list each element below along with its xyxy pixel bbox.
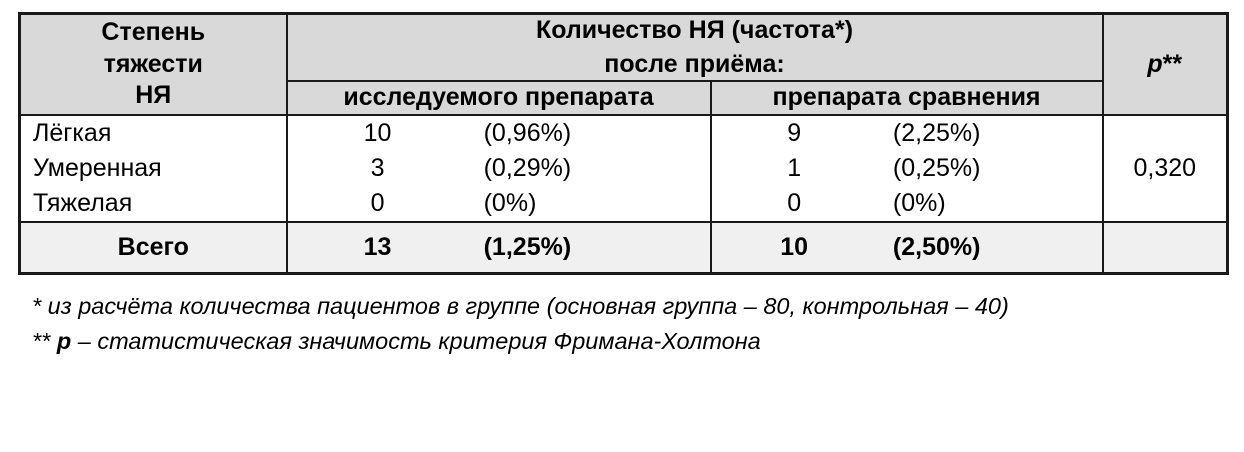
study-frequency: (0%) [483,188,537,217]
table-row [712,116,1102,151]
control-frequency: (2,25%) [892,118,981,147]
header-count-group [287,14,1103,82]
header-p-letter: p [1147,49,1163,78]
footnote-p-letter: p [56,327,72,354]
total-label-cell [20,222,287,274]
comparator-drug-values-cell [711,115,1103,222]
adverse-events-table [18,12,1229,275]
table-row [288,186,710,221]
header-count-line1: Количество НЯ (частота*) [535,16,854,44]
study-frequency: (0,96%) [483,118,572,147]
total-control-frequency: (2,50%) [892,232,981,261]
footnote-p-text: – статистическая значимость критерия Фримана-Холтона [71,327,761,354]
control-frequency: (0,25%) [892,153,981,182]
control-frequency: (0%) [892,188,946,217]
control-count: 0 [787,188,802,217]
total-control-count: 10 [780,232,809,261]
total-study-cell [287,222,711,274]
table-row [712,186,1102,221]
table-row-group [20,115,1228,222]
table-total-row [20,222,1228,274]
table-body [20,115,1228,274]
header-severity-line2: тяжести [103,49,203,78]
study-frequency: (0,29%) [483,153,572,182]
header-count-line2: после приёма: [604,49,785,78]
footnote-marks: ** [32,327,57,354]
table-row [288,116,710,151]
table-row [288,151,710,186]
total-label: Всего [117,232,189,261]
table-row [712,151,1102,186]
header-severity-line3: НЯ [135,81,172,109]
control-count: 9 [787,118,802,147]
study-drug-values-cell [287,115,711,222]
severity-labels-cell [20,115,287,222]
table-header [20,14,1228,115]
total-study-frequency: (1,25%) [483,232,572,261]
header-p-value [1103,14,1228,115]
header-severity [20,14,287,115]
p-value-cell: 0,320 [1103,115,1228,222]
study-count: 3 [370,153,385,182]
table-row-label: Тяжелая [33,188,133,217]
header-study-drug: исследуемого препарата [287,81,711,115]
table-row-label: Умеренная [33,153,162,182]
study-count: 0 [370,188,385,217]
header-p-marks: ** [1162,49,1183,78]
total-control-cell [711,222,1103,274]
total-study-count: 13 [363,232,392,261]
footnote-frequency: * из расчёта количества пациентов в группе (основная группа – 80, контрольная – 40) [32,292,1009,319]
control-count: 1 [787,153,802,182]
total-p-value-cell [1103,222,1228,274]
footnote-p-value [32,324,1226,359]
study-count: 10 [363,118,392,147]
header-comparator-drug: препарата сравнения [711,81,1103,115]
header-severity-line1: Степень [101,18,206,46]
table-row-label: Лёгкая [33,118,112,147]
table-footnotes [18,289,1226,360]
